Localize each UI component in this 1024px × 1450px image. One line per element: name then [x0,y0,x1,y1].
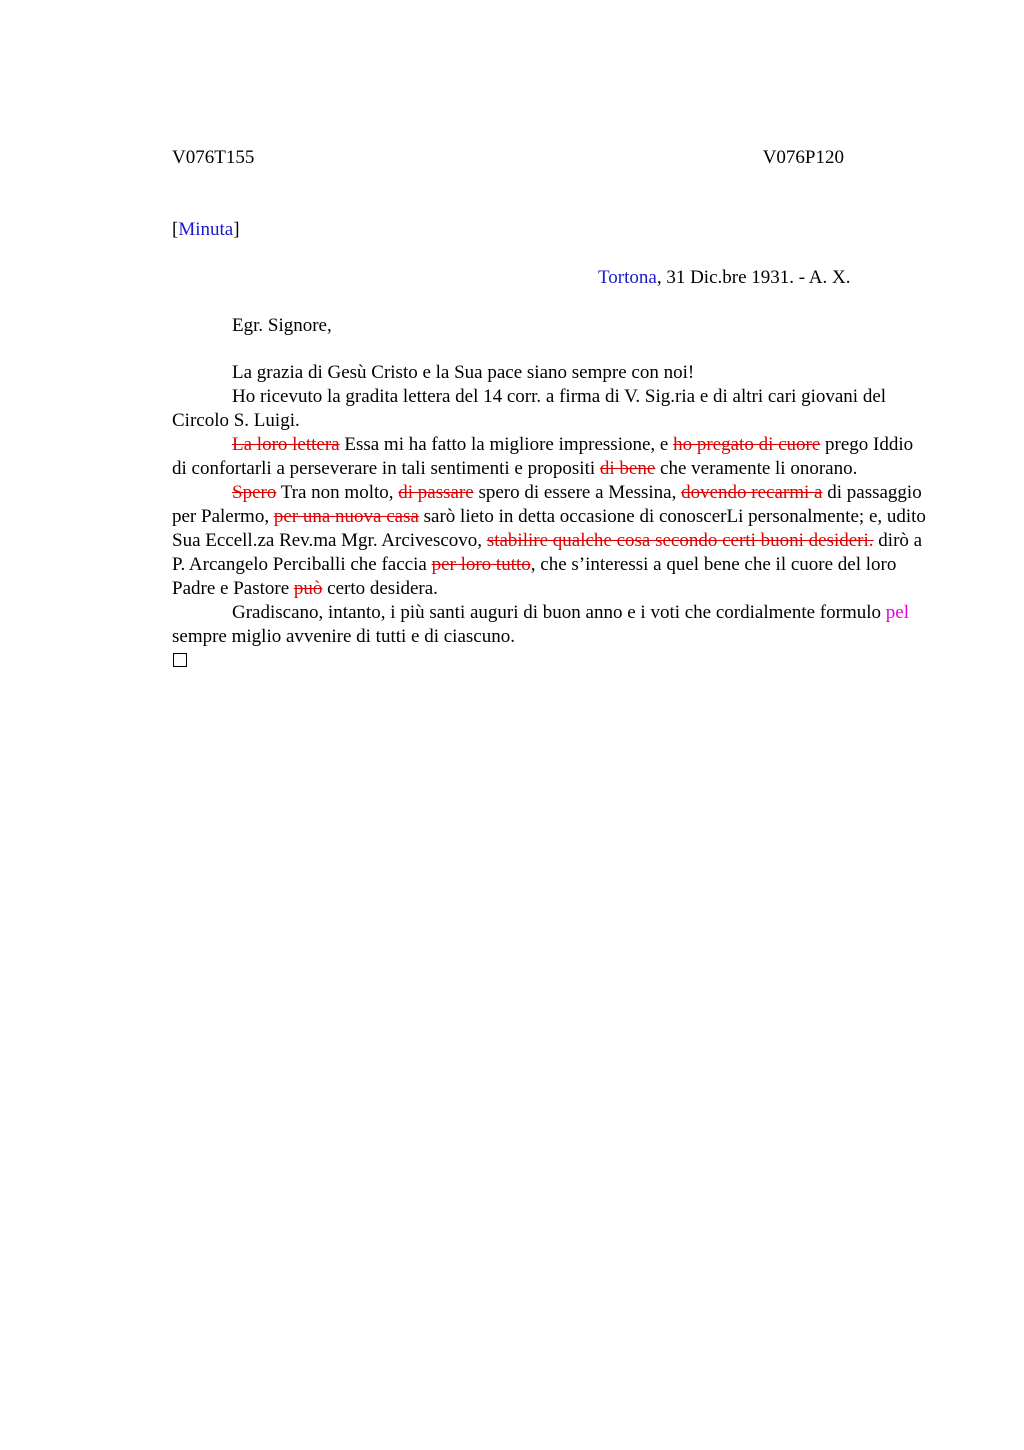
empty-square-icon [173,653,187,667]
paragraph-2: Ho ricevuto la gradita lettera del 14 corr. a firma di V. Sig.ria e di altri cari giovani del Circolo S. Luigi. [172,386,887,431]
document-codes [172,146,844,170]
text-segment: spero di essere a Messina, [473,482,682,503]
text-segment: prego Iddio di confortarli a perseverare in tali sentimenti e propositi [172,434,914,479]
deleted-text: ho pregato di cuore [673,434,821,455]
inserted-text: pel [885,602,909,623]
deleted-text: per loro tutto [431,554,531,575]
deleted-text: La loro lettera [232,434,340,455]
text-segment: che veramente li onorano. [655,458,858,479]
date-text: , 31 Dic.bre 1931. - A. X. [656,267,851,288]
text-segment: Gradiscano, intanto, i più santi auguri di buon anno e i voti che cordialmente formulo [232,602,886,623]
text-segment: Essa mi ha fatto la migliore impressione, e [339,434,674,455]
paragraph-1: La grazia di Gesù Cristo e la Sua pace siano sempre con noi! [232,362,695,383]
place-name: Tortona [598,267,657,288]
paragraph-5 [172,601,932,649]
letter-body [172,361,932,667]
left-code: V076T155 [172,147,255,168]
deleted-text: per una nuova casa [273,506,419,527]
text-segment: di passaggio per Palermo, [172,482,922,527]
paragraph-3 [172,433,932,481]
deleted-text: di bene [599,458,656,479]
right-code: V076P120 [762,147,844,168]
deleted-text: può [293,578,323,599]
deleted-text: stabilire qualche cosa secondo certi buoni desideri. [486,530,874,551]
date-line [598,266,851,290]
text-segment: , che s’interessi a quel bene che il cuore del loro Padre e Pastore [172,554,897,599]
text-segment: certo desidera. [322,578,438,599]
salutation: Egr. Signore, [232,315,332,336]
text-segment: dirò a P. Arcangelo Perciballi che faccia [172,530,923,575]
minuta-label [172,218,240,242]
text-segment: sempre miglio avvenire di tutti e di ciascuno. [172,626,515,647]
bracket-open: [ [172,219,179,240]
deleted-text: Spero [232,482,277,503]
text-segment: sarò lieto in detta occasione di conoscerLi personalmente; e, udito Sua Eccell.za Rev.ma Mgr. Arcivescovo, [172,506,926,551]
minuta-text: Minuta [178,219,234,240]
text-segment: Tra non molto, [276,482,399,503]
bracket-close: ] [233,219,240,240]
deleted-text: di passare [398,482,474,503]
deleted-text: dovendo recarmi a [681,482,823,503]
paragraph-4 [172,481,932,601]
